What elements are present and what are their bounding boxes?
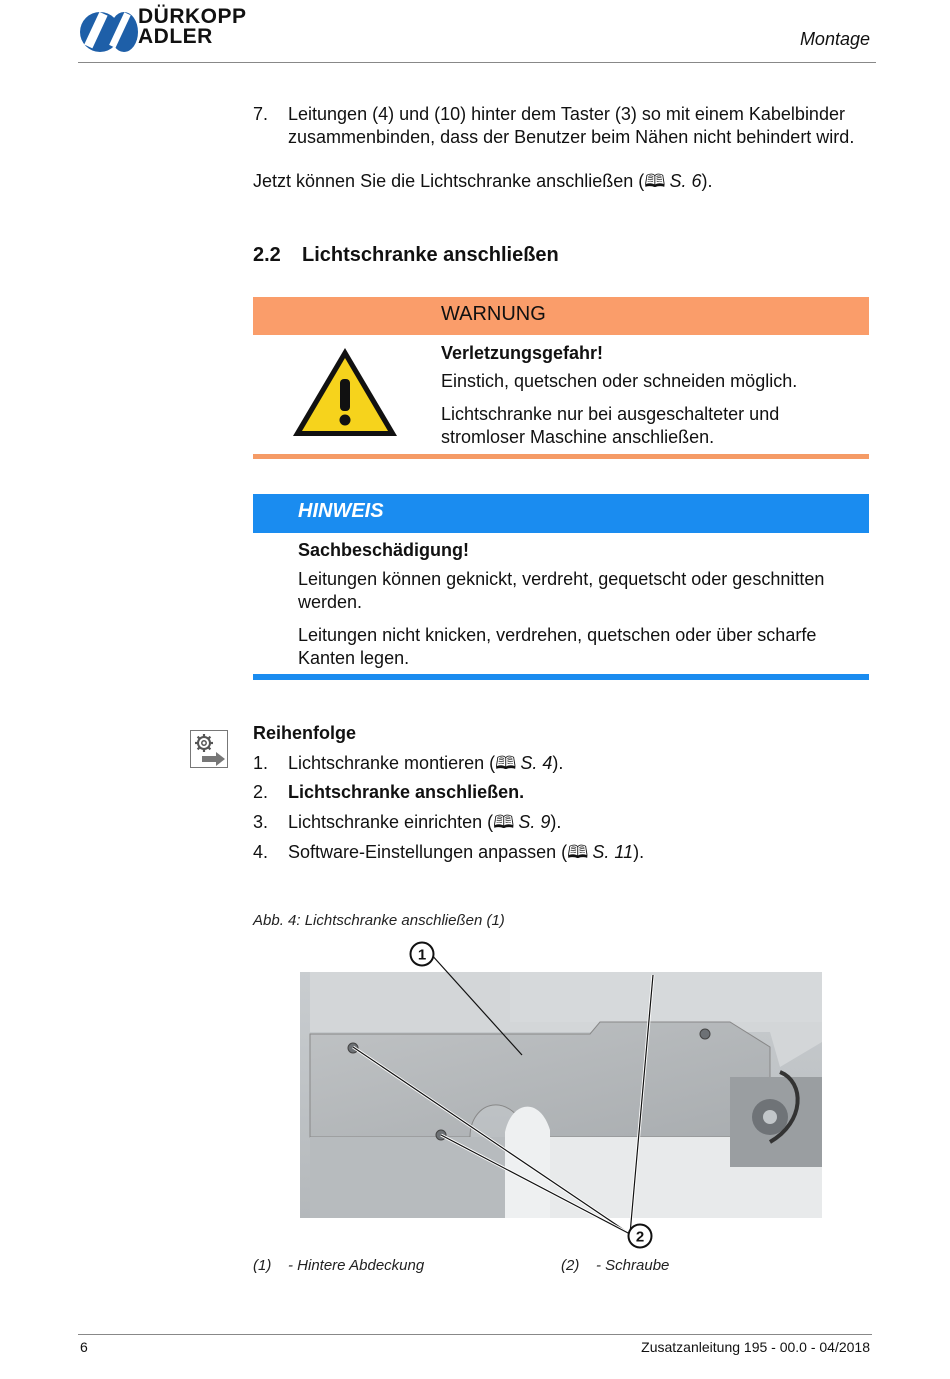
legend-number: (1) (253, 1257, 272, 1274)
book-icon: 🕮 (495, 753, 517, 773)
list-item-text: Lichtschranke einrichten ( (288, 812, 494, 832)
notice-bottom-rule (253, 674, 869, 680)
step-text: Leitungen (4) und (10) hinter dem Taster (3) so mit einem Kabelbinder zusammenbinden, dass der Benutzer beim Nähen nicht behindert wird. (288, 104, 855, 147)
header-divider (78, 62, 876, 63)
warning-subtitle: Verletzungsgefahr! (441, 343, 604, 363)
callout-2-marker (627, 1223, 653, 1249)
list-item-current: Lichtschranke anschließen. (288, 782, 525, 802)
legend-text: - Hintere Abdeckung (288, 1257, 425, 1274)
page-reference-link[interactable]: S. 4 (520, 753, 553, 773)
list-item (288, 811, 561, 834)
sentence-text: Jetzt können Sie die Lichtschranke anschließen ( (253, 171, 645, 191)
page-reference-link[interactable]: S. 11 (592, 842, 634, 862)
warning-bottom-rule (253, 454, 869, 459)
list-item-end: ). (633, 842, 645, 862)
warning-title: WARNUNG (441, 303, 546, 325)
callout-1-marker (409, 941, 435, 967)
notice-text-2: Leitungen nicht knicken, verdrehen, quetschen oder über scharfe Kanten legen. (298, 625, 817, 668)
callout-1-label: 1 (417, 946, 427, 964)
notice-title: HINWEIS (298, 500, 384, 522)
list-item (288, 841, 644, 864)
list-item-text: Lichtschranke montieren ( (288, 753, 496, 773)
section-number: 2.2 (253, 244, 281, 266)
page-number: 6 (80, 1339, 88, 1355)
figure-caption: Abb. 4: Lichtschranke anschließen (1) (253, 912, 505, 929)
notice-text-1: Leitungen können geknickt, verdreht, gequetscht oder geschnitten werden. (298, 569, 825, 612)
book-icon: 🕮 (493, 812, 515, 832)
page-reference-link[interactable]: S. 9 (518, 812, 551, 832)
callout-leader-lines (300, 940, 860, 1260)
warning-text-1: Einstich, quetschen oder schneiden möglich. (441, 371, 798, 391)
book-icon: 🕮 (567, 842, 589, 862)
sentence-end: ). (701, 171, 713, 191)
list-item-end: ). (550, 812, 562, 832)
legend-number: (2) (561, 1257, 580, 1274)
callout-2-label: 2 (635, 1228, 645, 1246)
header-section-title: Montage (799, 29, 870, 49)
list-item-number: 1. (253, 753, 269, 773)
legend-text: - Schraube (596, 1257, 670, 1274)
book-icon: 🕮 (644, 171, 666, 191)
list-item-end: ). (552, 753, 564, 773)
gear-arrow-icon (190, 730, 228, 768)
page-reference-link[interactable]: S. 6 (669, 171, 702, 191)
list-item-number: 4. (253, 842, 269, 862)
step-number: 7. (253, 104, 269, 124)
warning-text-2: Lichtschranke nur bei ausgeschalteter und stromloser Maschine anschließen. (441, 404, 780, 447)
procedure-title: Reihenfolge (253, 723, 357, 743)
notice-subtitle: Sachbeschädigung! (298, 540, 470, 560)
logo-line-1: DÜRKOPP (138, 5, 247, 28)
list-item (288, 752, 563, 775)
document-id: Zusatzanleitung 195 - 00.0 - 04/2018 (641, 1339, 870, 1355)
warning-triangle-icon (290, 345, 400, 439)
logo-line-2: ADLER (138, 25, 213, 48)
cross-reference-sentence (253, 170, 712, 193)
section-title: Lichtschranke anschließen (302, 244, 559, 266)
logo-wordmark (138, 7, 247, 47)
list-item-number: 2. (253, 782, 269, 802)
list-item-number: 3. (253, 812, 269, 832)
footer-divider (78, 1334, 872, 1335)
list-item-text: Software-Einstellungen anpassen ( (288, 842, 568, 862)
warning-header-bar (253, 297, 869, 335)
